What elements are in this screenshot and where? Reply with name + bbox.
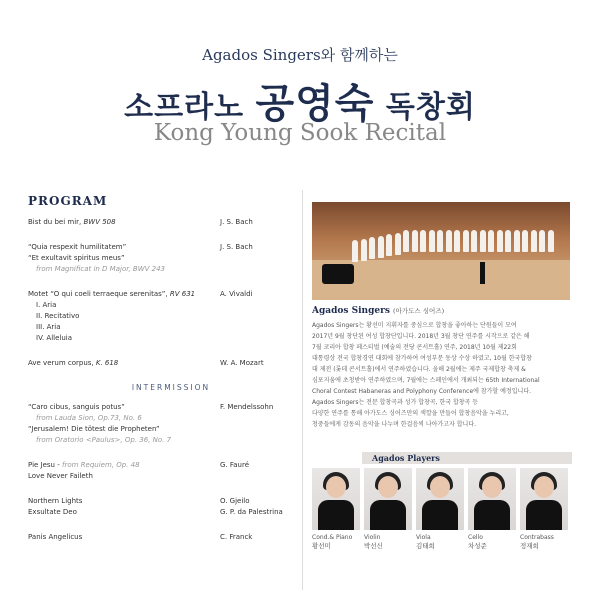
program-line: III. Aria: [36, 323, 61, 331]
program-line: Motet “O qui coeli terraeque serenitas”, RV 631: [28, 290, 196, 298]
agados-text-line: 2017년 9월 창단된 여성 합창단입니다. 2018년 3월 창단 연주를 시작으로 같은 해: [312, 333, 530, 340]
agados-text-line: Choral Contest Habaneras and Polyphony Conference에 참가할 예정입니다.: [312, 388, 532, 395]
agados-heading: [312, 306, 444, 316]
agados-heading-ko: (아가도스 싱어즈): [393, 307, 445, 315]
program-item-title-block: [28, 496, 218, 518]
chorister: [446, 230, 452, 252]
chorister: [522, 230, 528, 252]
agados-heading-en: Agados Singers: [312, 306, 390, 316]
intermission-label: INTERMISSION: [131, 383, 211, 392]
program-item: [28, 242, 294, 275]
program-line: “Caro cibus, sanguis potus”: [28, 403, 125, 411]
program-heading: PROGRAM: [28, 194, 108, 208]
player-body: [526, 500, 562, 530]
program-line: II. Recitativo: [36, 312, 80, 320]
program-line: Northern Lights: [28, 497, 83, 505]
chorister: [505, 230, 511, 252]
player-name: 차성준: [468, 542, 487, 550]
composer: A. Vivaldi: [220, 290, 253, 298]
program-item: [28, 402, 294, 446]
piano: [322, 264, 354, 284]
player-body: [422, 500, 458, 530]
work-catalog: BWV 508: [83, 218, 116, 226]
player-body: [370, 500, 406, 530]
chorister: [429, 230, 435, 252]
program-item: [28, 358, 294, 369]
program-item: [28, 496, 294, 518]
composer: W. A. Mozart: [220, 359, 264, 367]
chorister: [437, 230, 443, 252]
chorister: [352, 240, 358, 262]
player-head: [326, 476, 346, 498]
program-item-title-block: [28, 532, 218, 543]
chorister: [395, 233, 401, 255]
chorister: [497, 230, 503, 252]
program-line: Pie Jesu - from Requiem, Op. 48: [28, 461, 140, 469]
program-line: Ave verum corpus, K. 618: [28, 359, 119, 367]
players-heading-bar: [362, 452, 572, 464]
program-line: “Et exultavit spiritus meus”: [28, 254, 125, 262]
program-line: Love Never Faileth: [28, 472, 93, 480]
program-item-title-block: [28, 358, 218, 369]
chorister: [454, 230, 460, 252]
player-name: 정재희: [520, 542, 539, 550]
agados-description: [312, 320, 582, 430]
composer: F. Mendelssohn: [220, 403, 274, 411]
header-subtitle: Agados Singers와 함께하는: [202, 46, 398, 64]
player-name: 박선신: [364, 542, 383, 550]
program-part-2: [28, 402, 294, 543]
agados-text-line: 다양한 연주를 통해 아가도스 싱어즈만의 색깔을 만들어 합창음악을 누리고,: [312, 410, 509, 417]
player-card: [416, 468, 464, 550]
program-line: from Lauda Sion, Op.73, No. 6: [36, 414, 142, 422]
player-head: [430, 476, 450, 498]
agados-text-line: 심포지움에 초청받아 연주하였으며, 7월에는 스페인에서 개최되는 65th International: [312, 377, 540, 384]
player-photo: [312, 468, 360, 530]
english-title: Kong Young Sook Recital: [153, 120, 447, 146]
program-line: Panis Angelicus: [28, 533, 83, 541]
player-photo: [468, 468, 516, 530]
composer: O. Gjeilo G. P. da Palestrina: [220, 497, 283, 516]
player-head: [378, 476, 398, 498]
player-photo: [520, 468, 568, 530]
chorister: [471, 230, 477, 252]
work-source: from Requiem, Op. 48: [61, 461, 140, 469]
players-heading: Agados Players: [372, 453, 440, 463]
program-item-title-block: [28, 242, 218, 275]
player-card: [468, 468, 516, 550]
composer: J. S. Bach: [220, 218, 253, 226]
program-item: [28, 289, 294, 344]
program-line: “Jerusalem! Die tötest die Propheten”: [28, 425, 160, 433]
player-body: [474, 500, 510, 530]
chorister: [463, 230, 469, 252]
player-role: Viola: [416, 534, 431, 541]
agados-text-line: 대통령상 전국 합창경연 대회에 참가하여 여성부문 동상 수상 하였고, 10월 한국합창: [312, 355, 532, 362]
program-item-title-block: [28, 402, 218, 446]
program-section: [28, 194, 294, 557]
chorister: [420, 230, 426, 252]
agados-text-line: Agados Singers는 황선미 지휘자를 중심으로 합창을 좋아하는 단원들이 모여: [312, 322, 517, 329]
program-line: Exsultate Deo: [28, 508, 77, 516]
program-item: [28, 217, 294, 228]
chorister: [488, 230, 494, 252]
program-part-1: [28, 217, 294, 369]
title-name: 공영숙: [255, 81, 375, 127]
agados-text-line: 대 제전 (롯데 콘서트홀)에서 연주하였습니다. 올해 2월에는 제주 국제합창 축제 &: [312, 366, 526, 373]
column-divider: [302, 190, 303, 590]
chorister: [480, 230, 486, 252]
player-photo: [416, 468, 464, 530]
program-line: “Quia respexit humilitatem”: [28, 243, 127, 251]
title-prefix: 소프라노: [124, 90, 245, 125]
header: [0, 0, 600, 170]
player-photo: [364, 468, 412, 530]
agados-text-line: Agados Singers는 전문 합창곡과 성가 합창곡, 한국 합창곡 등: [312, 399, 479, 406]
chorister: [386, 234, 392, 256]
player-card: [520, 468, 568, 550]
player-card: [312, 468, 360, 550]
player-name: 김태희: [416, 542, 435, 550]
chorister: [514, 230, 520, 252]
chorister: [369, 237, 375, 259]
composer: C. Franck: [220, 533, 253, 541]
player-head: [482, 476, 502, 498]
program-item-title-block: [28, 460, 218, 482]
composer: G. Fauré: [220, 461, 250, 469]
player-role: Cello: [468, 534, 483, 541]
choir-photo: [312, 202, 570, 300]
chorister: [548, 230, 554, 252]
chorister: [531, 230, 537, 252]
player-body: [318, 500, 354, 530]
work-catalog: RV 631: [169, 290, 196, 298]
chorister: [412, 230, 418, 252]
player-card: [364, 468, 412, 550]
program-line: from Oratorio <Paulus>, Op. 36, No. 7: [36, 436, 172, 444]
chorister: [539, 230, 545, 252]
program-line: from Magnificat in D Major, BWV 243: [36, 265, 166, 273]
program-line: IV. Alleluia: [36, 334, 73, 342]
program-item: [28, 460, 294, 482]
chorister: [378, 236, 384, 258]
composer: J. S. Bach: [220, 243, 253, 251]
program-item-title-block: [28, 217, 218, 228]
program-line: I. Aria: [36, 301, 57, 309]
conductor-figure: [480, 262, 485, 284]
agados-text-line: 7월 코리아 합창 페스티벌 (예술의 전당 콘서트홀) 연주, 2018년 10월 제22회: [312, 344, 517, 351]
title-suffix: 독창회: [385, 90, 476, 125]
agados-text-line: 청중들에게 감동의 음악을 나누며 한걸음씩 나아가고자 합니다.: [312, 421, 477, 428]
player-role: Contrabass: [520, 534, 554, 541]
chorister: [403, 230, 409, 252]
program-line: Bist du bei mir, BWV 508: [28, 218, 116, 226]
player-role: Cond.& Piano: [312, 534, 353, 541]
program-item: [28, 532, 294, 543]
player-name: 황선미: [312, 542, 331, 550]
work-catalog: K. 618: [95, 359, 119, 367]
player-role: Violin: [364, 534, 381, 541]
chorister: [361, 239, 367, 261]
player-head: [534, 476, 554, 498]
program-item-title-block: [28, 289, 218, 344]
